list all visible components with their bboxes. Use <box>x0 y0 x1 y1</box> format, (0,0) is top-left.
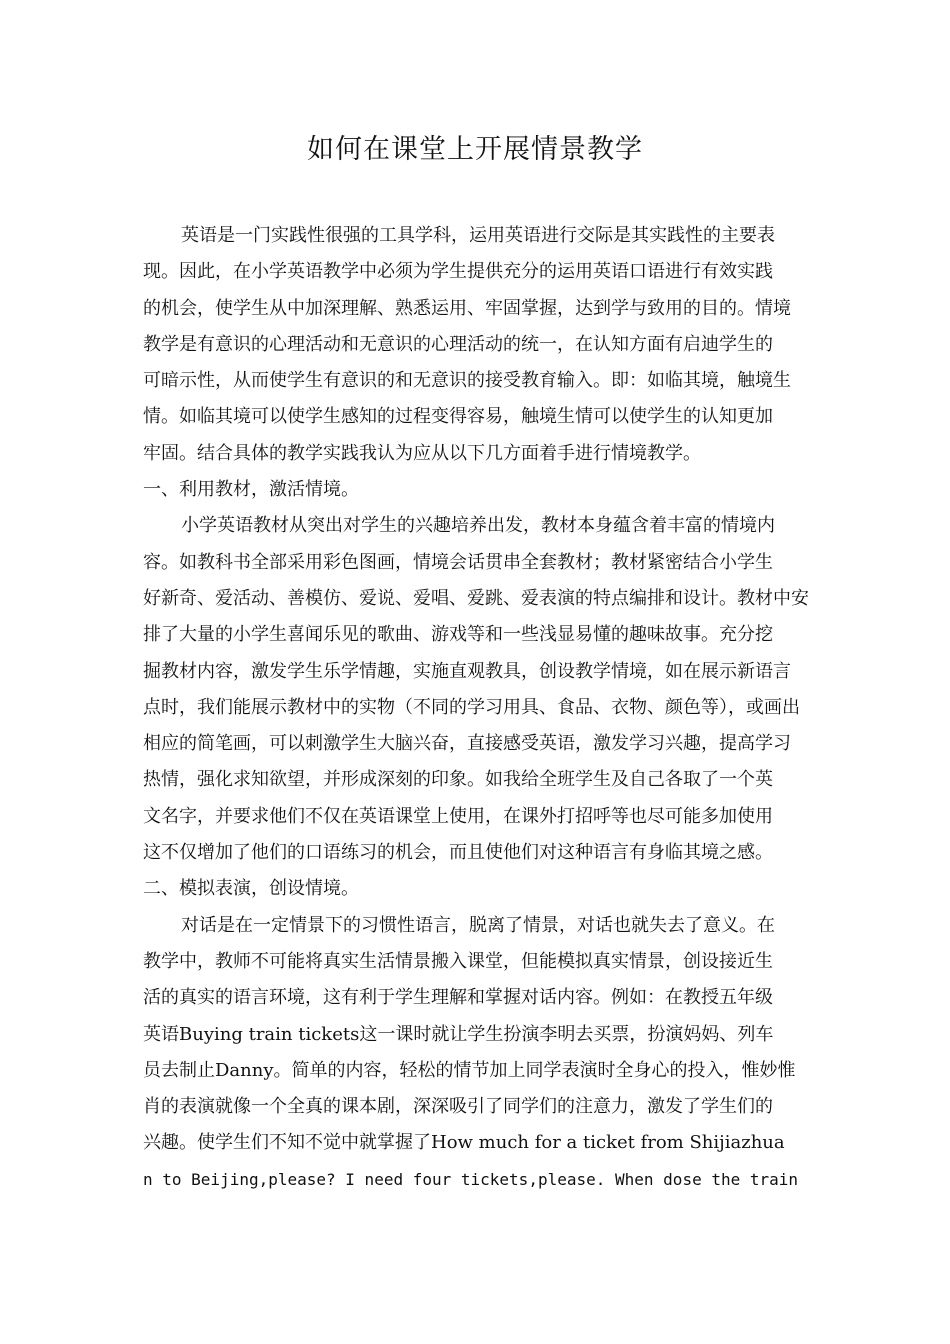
text-line: 这不仅增加了他们的口语练习的机会，而且使他们对这种语言有身临其境之感。 <box>143 842 773 864</box>
text-line: 现。因此，在小学英语教学中必须为学生提供充分的运用英语口语进行有效实践 <box>143 261 773 283</box>
text-line: n to Beijing,please? I need four tickets,please. When dose the train <box>143 1169 799 1189</box>
section-heading-2: 二、模拟表演，创设情境。 <box>143 878 359 900</box>
text-line: 活的真实的语言环境，这有利于学生理解和掌握对话内容。例如：在教授五年级 <box>143 987 773 1009</box>
document-title: 如何在课堂上开展情景教学 <box>307 134 643 165</box>
text-line: 英语是一门实践性很强的工具学科，运用英语进行交际是其实践性的主要表 <box>181 225 775 246</box>
text-line: 容。如教科书全部采用彩色图画，情境会话贯串全套教材；教材紧密结合小学生 <box>143 551 773 573</box>
text-line: 教学中，教师不可能将真实生活情景搬入课堂，但能模拟真实情景，创设接近生 <box>143 950 773 972</box>
section-heading-1: 一、利用教材，激活情境。 <box>143 479 359 501</box>
text-line: 排了大量的小学生喜闻乐见的歌曲、游戏等和一些浅显易懂的趣味故事。充分挖 <box>143 624 773 646</box>
text-line: 员去制止Danny。简单的内容，轻松的情节加上同学表演时全身心的投入，惟妙惟 <box>143 1059 796 1081</box>
text-line: 好新奇、爱活动、善模仿、爱说、爱唱、爱跳、爱表演的特点编排和设计。教材中安 <box>143 587 809 609</box>
text-line: 可暗示性，从而使学生有意识的和无意识的接受教育输入。即：如临其境，触境生 <box>143 370 791 392</box>
text-line: 的机会，使学生从中加深理解、熟悉运用、牢固掌握，达到学与致用的目的。情境 <box>143 297 791 319</box>
text-line: 文名字，并要求他们不仅在英语课堂上使用，在课外打招呼等也尽可能多加使用 <box>143 805 773 827</box>
text-line: 相应的简笔画，可以刺激学生大脑兴奋，直接感受英语，激发学习兴趣，提高学习 <box>143 733 791 755</box>
text-line: 教学是有意识的心理活动和无意识的心理活动的统一，在认知方面有启迪学生的 <box>143 333 773 355</box>
text-line: 小学英语教材从突出对学生的兴趣培养出发，教材本身蕴含着丰富的情境内 <box>181 515 775 537</box>
text-line: 英语Buying train tickets这一课时就让学生扮演李明去买票，扮演妈妈、列车 <box>143 1023 774 1045</box>
text-line: 掘教材内容，激发学生乐学情趣，实施直观教具，创设教学情境，如在展示新语言 <box>143 660 791 682</box>
text-line: 情。如临其境可以使学生感知的过程变得容易，触境生情可以使学生的认知更加 <box>143 406 773 428</box>
text-line: 点时，我们能展示教材中的实物（不同的学习用具、食品、衣物、颜色等），或画出 <box>143 696 800 718</box>
document-body <box>143 218 811 1198</box>
text-line: 肖的表演就像一个全真的课本剧，深深吸引了同学们的注意力，激发了学生们的 <box>143 1096 773 1118</box>
text-line: 牢固。结合具体的教学实践我认为应从以下几方面着手进行情境教学。 <box>143 442 701 464</box>
text-line: 对话是在一定情景下的习惯性语言，脱离了情景，对话也就失去了意义。在 <box>181 914 775 936</box>
text-line: 兴趣。使学生们不知不觉中就掌握了How much for a ticket from Shijiazhua <box>143 1132 785 1154</box>
text-line: 热情，强化求知欲望，并形成深刻的印象。如我给全班学生及自己各取了一个英 <box>143 769 773 791</box>
